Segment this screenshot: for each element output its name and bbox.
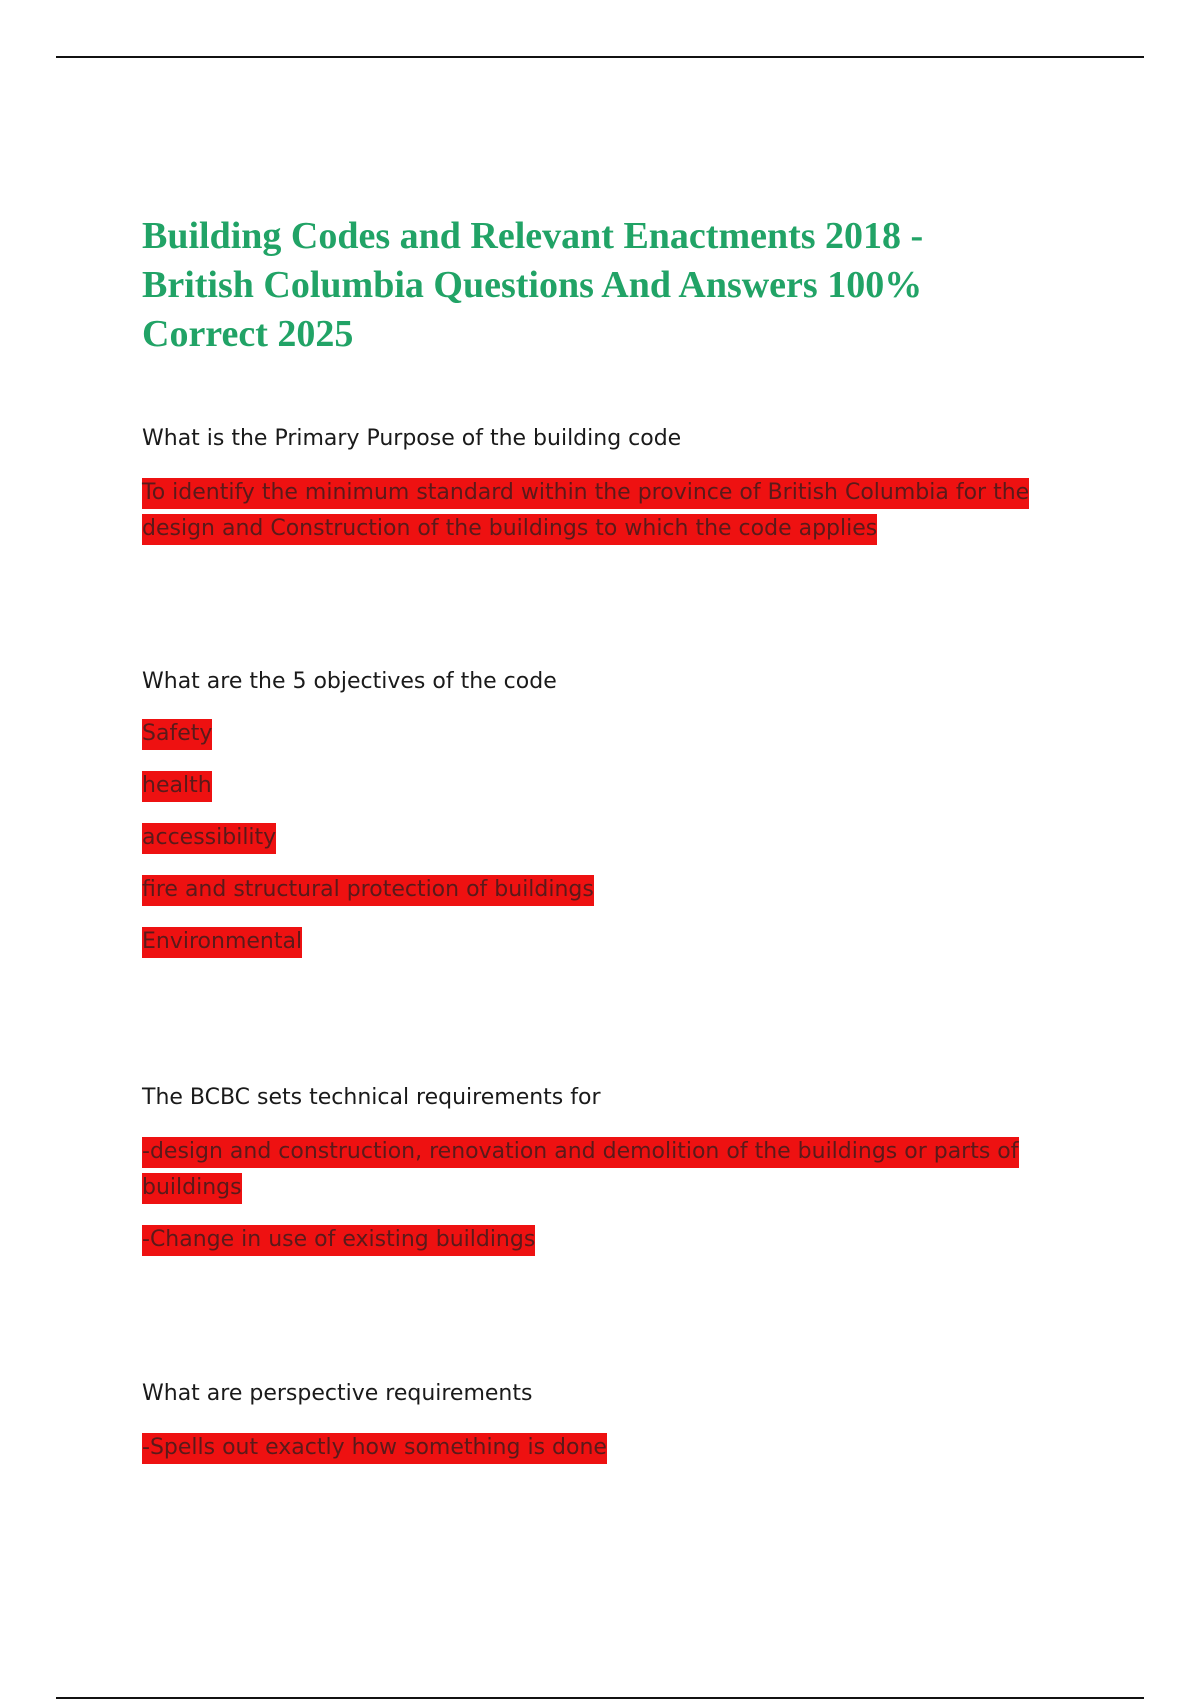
answer-text	[142, 1430, 1047, 1466]
question-text: What are perspective requirements	[142, 1381, 533, 1406]
highlighted-answer: -design and construction, renovation and demolition of the buildings or parts of buildings	[142, 1137, 1019, 1204]
highlighted-answer: fire and structural protection of buildings	[142, 875, 594, 906]
highlighted-answer: Safety	[142, 719, 212, 750]
question-text: The BCBC sets technical requirements for	[142, 1085, 601, 1110]
question-text: What is the Primary Purpose of the building code	[142, 426, 682, 451]
footer-rule	[56, 1697, 1144, 1699]
qa-item	[142, 1380, 1062, 1466]
list-item	[142, 718, 1062, 750]
answer-text	[142, 1222, 1047, 1258]
header-rule	[56, 56, 1144, 58]
answer-list	[142, 718, 1062, 958]
list-item	[142, 874, 1062, 906]
highlighted-answer: health	[142, 771, 212, 802]
question-text: What are the 5 objectives of the code	[142, 669, 557, 694]
highlighted-answer: To identify the minimum standard within the province of British Columbia for the design and Construction of the buildings to which the code applies	[142, 478, 1029, 545]
qa-item	[142, 1084, 1062, 1258]
answer-text	[142, 1134, 1047, 1206]
answer-text	[142, 475, 1047, 547]
highlighted-answer: -Spells out exactly how something is done	[142, 1433, 607, 1464]
list-item	[142, 822, 1062, 854]
list-item	[142, 770, 1062, 802]
highlighted-answer: Environmental	[142, 927, 302, 958]
list-item	[142, 926, 1062, 958]
document-title: Building Codes and Relevant Enactments 2018 - British Columbia Questions And Answers 100% Correct 2025	[142, 215, 924, 355]
highlighted-answer: -Change in use of existing buildings	[142, 1225, 535, 1256]
qa-item	[142, 425, 1062, 547]
highlighted-answer: accessibility	[142, 823, 276, 854]
qa-item	[142, 668, 1062, 978]
